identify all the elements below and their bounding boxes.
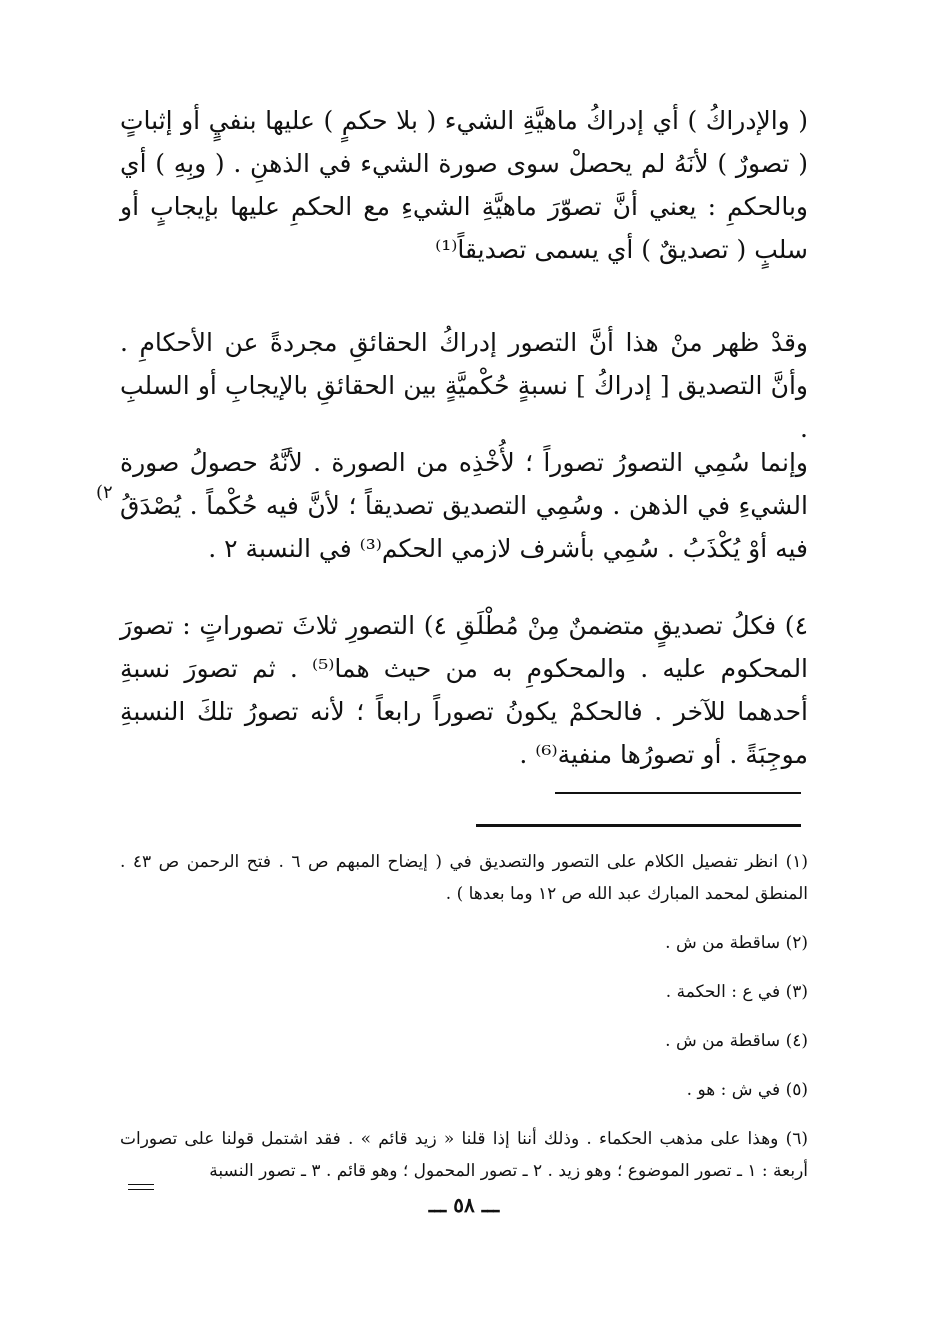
paragraph-3: وإنما سُمِي التصورُ تصوراً ؛ لأُخْذِه من الصورة . لأنَّهُ حصولُ صورة الشيءِ في الذهن . وسُمِي التصديق تصديقاً ؛ لأنَّ فيه حُكْماً . يُصْدَقُ فيه أوْ يُكْذَبُ . سُمِي بأشرف لازمي الحكم⁽³⁾ في النسبة ٢ . [120,448,808,563]
continuation-mark [128,1184,154,1190]
footnote-6: (٦) وهذا على مذهب الحكماء . وذلك أننا إذا قلنا « زيد قائم » . فقد اشتمل قولنا على تصورات أربعة : ١ ـ تصور الموضوع ؛ وهو زيد . ٢ ـ تصور المحمول ؛ وهو قائم . ٣ ـ تصور النسبة [120,1129,808,1181]
footnote-4: (٤) ساقطة من ش . [665,1031,808,1051]
page-number: ـــ ٥٨ ـــ [428,1193,500,1217]
footnote-1: (١) انظر تفصيل الكلام على التصور والتصديق في ( إيضاح المبهم ص ٦ . فتح الرحمن ص ٤٣ . المنطق لمحمد المبارك عبد الله ص ١٢ وما بعدها ) . [120,852,808,904]
paragraph-1: ( والإدراكُ ) أي إدراكُ ماهيَّةِ الشيء ( بلا حكمٍ ) عليها بنفيٍ أو إثباتٍ ( تصورٌ ) لأنَهُ لم يحصلْ سوى صورة الشيء في الذهنِ . ( وبِهِ ) أي وبالحكمِ : يعني أنَّ تصوّرَ ماهيَّةِ الشيءِ مع الحكمِ عليها بإيجابٍ أو سلبٍ ( تصديقٌ ) أي يسمى تصديقاً⁽¹⁾ [120,106,808,264]
footnote-separator [476,824,801,827]
text-end-rule [555,792,801,794]
footnote-5: (٥) في ش : هو . [686,1080,808,1100]
paragraph-2: وقدْ ظهر منْ هذا أنَّ التصور إدراكُ الحقائقِ مجردةً عن الأحكامِ . وأنَّ التصديق [ إدراكُ ] نسبةٍ حُكْميَّةٍ بين الحقائقِ بالإيجابِ أو السلبِ . [120,328,808,443]
footnotes [120,846,808,1198]
paragraph-4: ٤) فكلُ تصديقٍ متضمنٌ مِنْ مُطْلَقِ ٤) التصورِ ثلاثَ تصوراتٍ : تصورَ المحكوم عليه . والمحكومِ به من حيث هما⁽⁵⁾ . ثم تصورَ نسبةِ أحدهما للآخر . فالحكمْ يكونُ تصوراً رابعاً ؛ لأنه تصورُ تلكَ النسبةِ موجِبَةً . أو تصورُها منفية⁽⁶⁾ . [120,611,809,769]
footnote-3: (٣) في ع : الحكمة . [665,982,808,1002]
margin-marker: ٢) [96,482,113,503]
footnote-2: (٢) ساقطة من ش . [665,933,808,953]
